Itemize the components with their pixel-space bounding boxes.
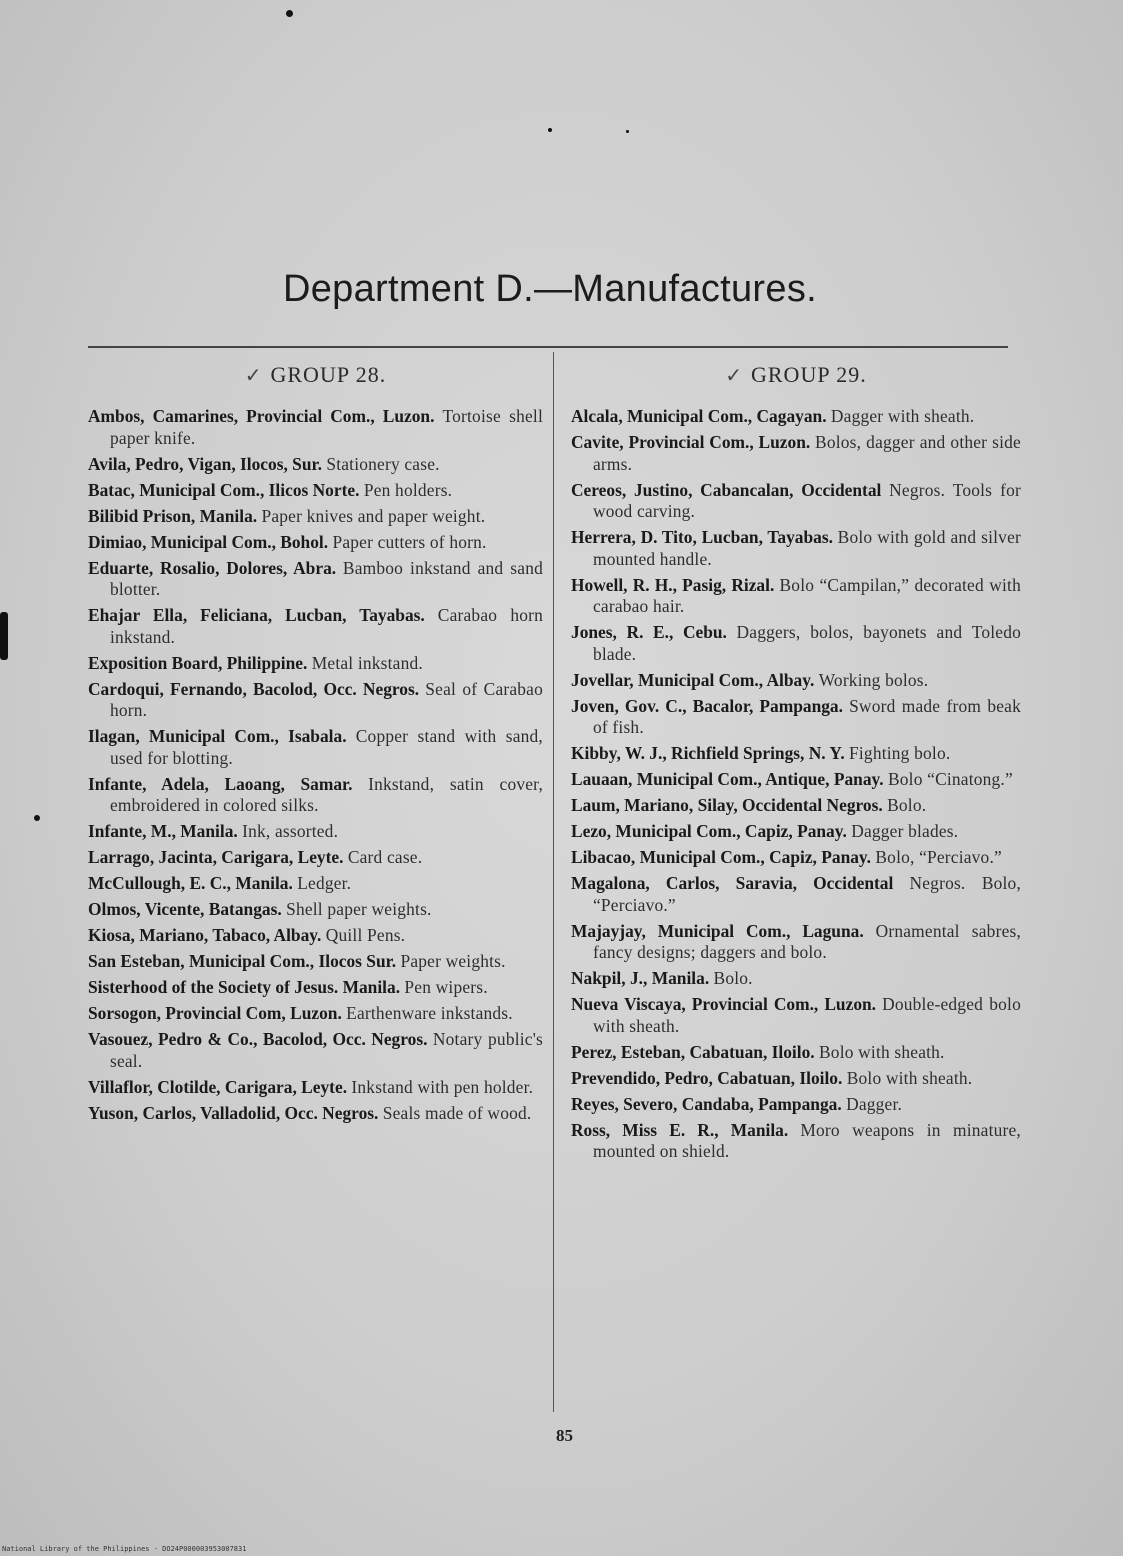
exhibitor-name: Sorsogon, Provincial Com, Luzon. [88,1003,342,1023]
group-28-heading: ✓ GROUP 28. [244,362,387,387]
exhibitor-name: Dimiao, Municipal Com., Bohol. [88,531,329,552]
exhibit-description: Dagger blades. [851,821,959,841]
exhibit-entry [88,821,543,843]
exhibit-description: Metal inkstand. [311,652,423,673]
exhibitor-name: Nakpil, J., Manila. [571,968,710,988]
exhibit-entry [88,679,543,722]
exhibit-description: Bolo “Campilan,” decorated with carabao hair. [593,574,1021,616]
exhibit-description: Paper weights. [400,951,506,971]
exhibit-entry [88,899,543,921]
exhibitor-name: Avila, Pedro, Vigan, Ilocos, Sur. [88,453,322,474]
exhibitor-name: Ehajar Ella, Feliciana, Lucban, Tayabas. [88,605,425,625]
exhibit-entry [88,558,543,601]
exhibit-entry [571,670,1021,692]
exhibit-entry [571,795,1021,817]
exhibitor-name: Herrera, D. Tito, Lucban, Tayabas. [571,527,833,547]
exhibitor-name: Sisterhood of the Society of Jesus. Manila. [88,977,401,997]
exhibitor-name: Jones, R. E., Cebu. [571,622,727,642]
exhibitor-name: Ambos, Camarines, Provincial Com., Luzon. [88,406,435,426]
exhibit-description: Tortoise shell paper knife. [110,406,543,448]
exhibit-description: Notary public's seal. [110,1029,543,1071]
exhibit-entry [571,921,1021,964]
exhibit-entry [571,994,1021,1037]
exhibit-entry [571,847,1021,869]
margin-mark [0,612,8,660]
exhibit-entry [571,432,1021,475]
exhibit-description: Bolo “Cinatong.” [887,769,1013,789]
library-footer: National Library of the Philippines · DO24P000003953007831 [2,1545,247,1553]
exhibit-description: Double-edged bolo with sheath. [593,994,1021,1036]
exhibit-description: Paper cutters of horn. [332,531,487,552]
group-28-list [88,406,543,1124]
exhibit-entry [88,726,543,769]
check-mark-icon: ✓ [725,365,743,387]
exhibit-description: Bolo with sheath. [819,1041,945,1062]
exhibit-description: Bolo. [887,795,927,815]
exhibit-description: Negros. Tools for wood carving. [593,479,1021,521]
exhibitor-name: Eduarte, Rosalio, Dolores, Abra. [88,557,337,578]
page-number: 85 [556,1426,573,1445]
exhibit-entry [571,622,1021,665]
exhibit-entry [571,406,1021,428]
exhibitor-name: Villaflor, Clotilde, Carigara, Leyte. [88,1076,348,1097]
exhibit-description: Pen holders. [363,479,453,500]
exhibit-description: Dagger. [846,1093,903,1114]
exhibit-description: Moro weapons in minature, mounted on shield. [593,1119,1021,1161]
exhibitor-name: Ilagan, Municipal Com., Isabala. [88,726,347,746]
exhibitor-name: Infante, M., Manila. [88,821,238,841]
ink-speck [626,130,629,133]
exhibit-description: Ornamental sabres, fancy designs; daggers and bolo. [593,920,1021,962]
exhibit-entry [571,968,1021,990]
exhibitor-name: Yuson, Carlos, Valladolid, Occ. Negros. [88,1102,379,1123]
exhibit-description: Bolo with sheath. [846,1067,973,1088]
exhibit-description: Daggers, bolos, bayonets and Toledo blade. [593,622,1021,664]
exhibit-entry [88,532,543,554]
exhibit-description: Bamboo inkstand and sand blotter. [110,557,543,599]
exhibit-entry [88,406,543,449]
exhibit-entry [571,873,1021,916]
exhibit-description: Negros. Bolo, “Perciavo.” [593,873,1021,915]
exhibit-entry [571,1120,1021,1163]
page-title: Department D.—Manufactures. [283,268,817,310]
exhibitor-name: Laum, Mariano, Silay, Occidental Negros. [571,795,883,815]
exhibitor-name: Lauaan, Municipal Com., Antique, Panay. [571,769,884,789]
group-29-heading: ✓ GROUP 29. [725,362,867,387]
exhibit-description: Pen wipers. [404,977,488,997]
group-29-list [571,406,1021,1163]
exhibitor-name: Ross, Miss E. R., Manila. [571,1119,789,1140]
exhibit-description: Carabao horn inkstand. [110,605,544,647]
exhibit-entry [88,605,543,648]
exhibitor-name: Olmos, Vicente, Batangas. [88,899,282,919]
exhibit-description: Shell paper weights. [286,899,432,919]
exhibitor-name: Kibby, W. J., Richfield Springs, N. Y. [571,743,845,763]
exhibit-description: Sword made from beak of fish. [593,695,1021,737]
exhibit-entry [88,977,543,999]
exhibit-description: Bolo, “Perciavo.” [875,847,1002,867]
exhibit-entry [88,1003,543,1025]
exhibit-entry [571,821,1021,843]
exhibit-entry [88,1077,543,1099]
left-column [88,362,543,1129]
exhibitor-name: Kiosa, Mariano, Tabaco, Albay. [88,925,322,945]
exhibit-entry [88,480,543,502]
exhibit-entry [88,847,543,869]
exhibitor-name: Jovellar, Municipal Com., Albay. [571,669,815,690]
exhibitor-name: Prevendido, Pedro, Cabatuan, Iloilo. [571,1067,843,1088]
exhibit-entry [88,506,543,528]
exhibitor-name: Batac, Municipal Com., Ilicos Norte. [88,479,360,500]
exhibit-entry [571,480,1021,523]
exhibit-entry [571,696,1021,739]
exhibitor-name: Lezo, Municipal Com., Capiz, Panay. [571,821,847,841]
exhibitor-name: Majayjay, Municipal Com., Laguna. [571,920,864,941]
title-rule [88,346,1008,348]
exhibitor-name: San Esteban, Municipal Com., Ilocos Sur. [88,951,397,971]
exhibit-entry [88,653,543,675]
exhibit-description: Seals made of wood. [382,1102,532,1123]
exhibit-entry [88,1103,543,1125]
exhibitor-name: Vasouez, Pedro & Co., Bacolod, Occ. Negros. [88,1029,428,1049]
exhibit-entry [88,774,543,817]
exhibit-entry [571,527,1021,570]
exhibitor-name: Exposition Board, Philippine. [88,652,308,673]
exhibitor-name: Perez, Esteban, Cabatuan, Iloilo. [571,1041,815,1062]
column-divider [553,352,554,1412]
exhibitor-name: Cardoqui, Fernando, Bacolod, Occ. Negros. [88,678,420,699]
exhibit-description: Earthenware inkstands. [346,1003,513,1023]
exhibit-description: Ink, assorted. [242,821,339,841]
exhibit-description: Bolo. [713,968,753,988]
ink-speck [34,815,40,821]
exhibit-description: Bolo with gold and silver mounted handle. [593,527,1021,569]
exhibit-entry [571,1094,1021,1116]
exhibitor-name: McCullough, E. C., Manila. [88,873,293,893]
ink-speck [286,10,293,17]
exhibit-description: Ledger. [297,873,352,893]
exhibit-entry [571,575,1021,618]
exhibitor-name: Magalona, Carlos, Saravia, Occidental [571,873,894,893]
exhibitor-name: Cereos, Justino, Cabancalan, Occidental [571,479,882,500]
exhibitor-name: Reyes, Severo, Candaba, Pampanga. [571,1093,842,1114]
exhibit-entry [88,873,543,895]
exhibit-description: Inkstand with pen holder. [351,1076,534,1097]
exhibit-description: Card case. [347,847,423,867]
exhibitor-name: Larrago, Jacinta, Carigara, Leyte. [88,847,344,867]
check-mark-icon: ✓ [244,365,263,387]
exhibit-description: Paper knives and paper weight. [261,505,486,526]
exhibitor-name: Alcala, Municipal Com., Cagayan. [571,406,827,426]
exhibit-description: Dagger with sheath. [830,406,975,426]
exhibitor-name: Joven, Gov. C., Bacalor, Pampanga. [571,695,843,716]
exhibitor-name: Howell, R. H., Pasig, Rizal. [571,574,775,595]
exhibit-description: Stationery case. [326,453,440,474]
exhibitor-name: Bilibid Prison, Manila. [88,505,258,526]
exhibitor-name: Cavite, Provincial Com., Luzon. [571,432,811,452]
exhibit-entry [88,454,543,476]
exhibit-description: Bolos, dagger and other side arms. [593,432,1021,474]
exhibitor-name: Nueva Viscaya, Provincial Com., Luzon. [571,994,877,1014]
exhibit-entry [88,1029,543,1072]
exhibitor-name: Libacao, Municipal Com., Capiz, Panay. [571,847,872,867]
ink-speck [548,128,552,132]
exhibitor-name: Infante, Adela, Laoang, Samar. [88,773,353,794]
exhibit-description: Quill Pens. [325,925,406,945]
exhibit-entry [571,769,1021,791]
exhibit-entry [88,925,543,947]
exhibit-entry [88,951,543,973]
exhibit-entry [571,1068,1021,1090]
exhibit-description: Working bolos. [818,669,929,690]
exhibit-description: Inkstand, satin cover, embroidered in colored silks. [110,773,543,815]
exhibit-description: Seal of Carabao horn. [110,678,544,720]
exhibit-description: Copper stand with sand, used for blotting. [110,726,543,768]
exhibit-description: Fighting bolo. [849,743,951,763]
right-column [571,362,1021,1167]
exhibit-entry [571,1042,1021,1064]
exhibit-entry [571,743,1021,765]
